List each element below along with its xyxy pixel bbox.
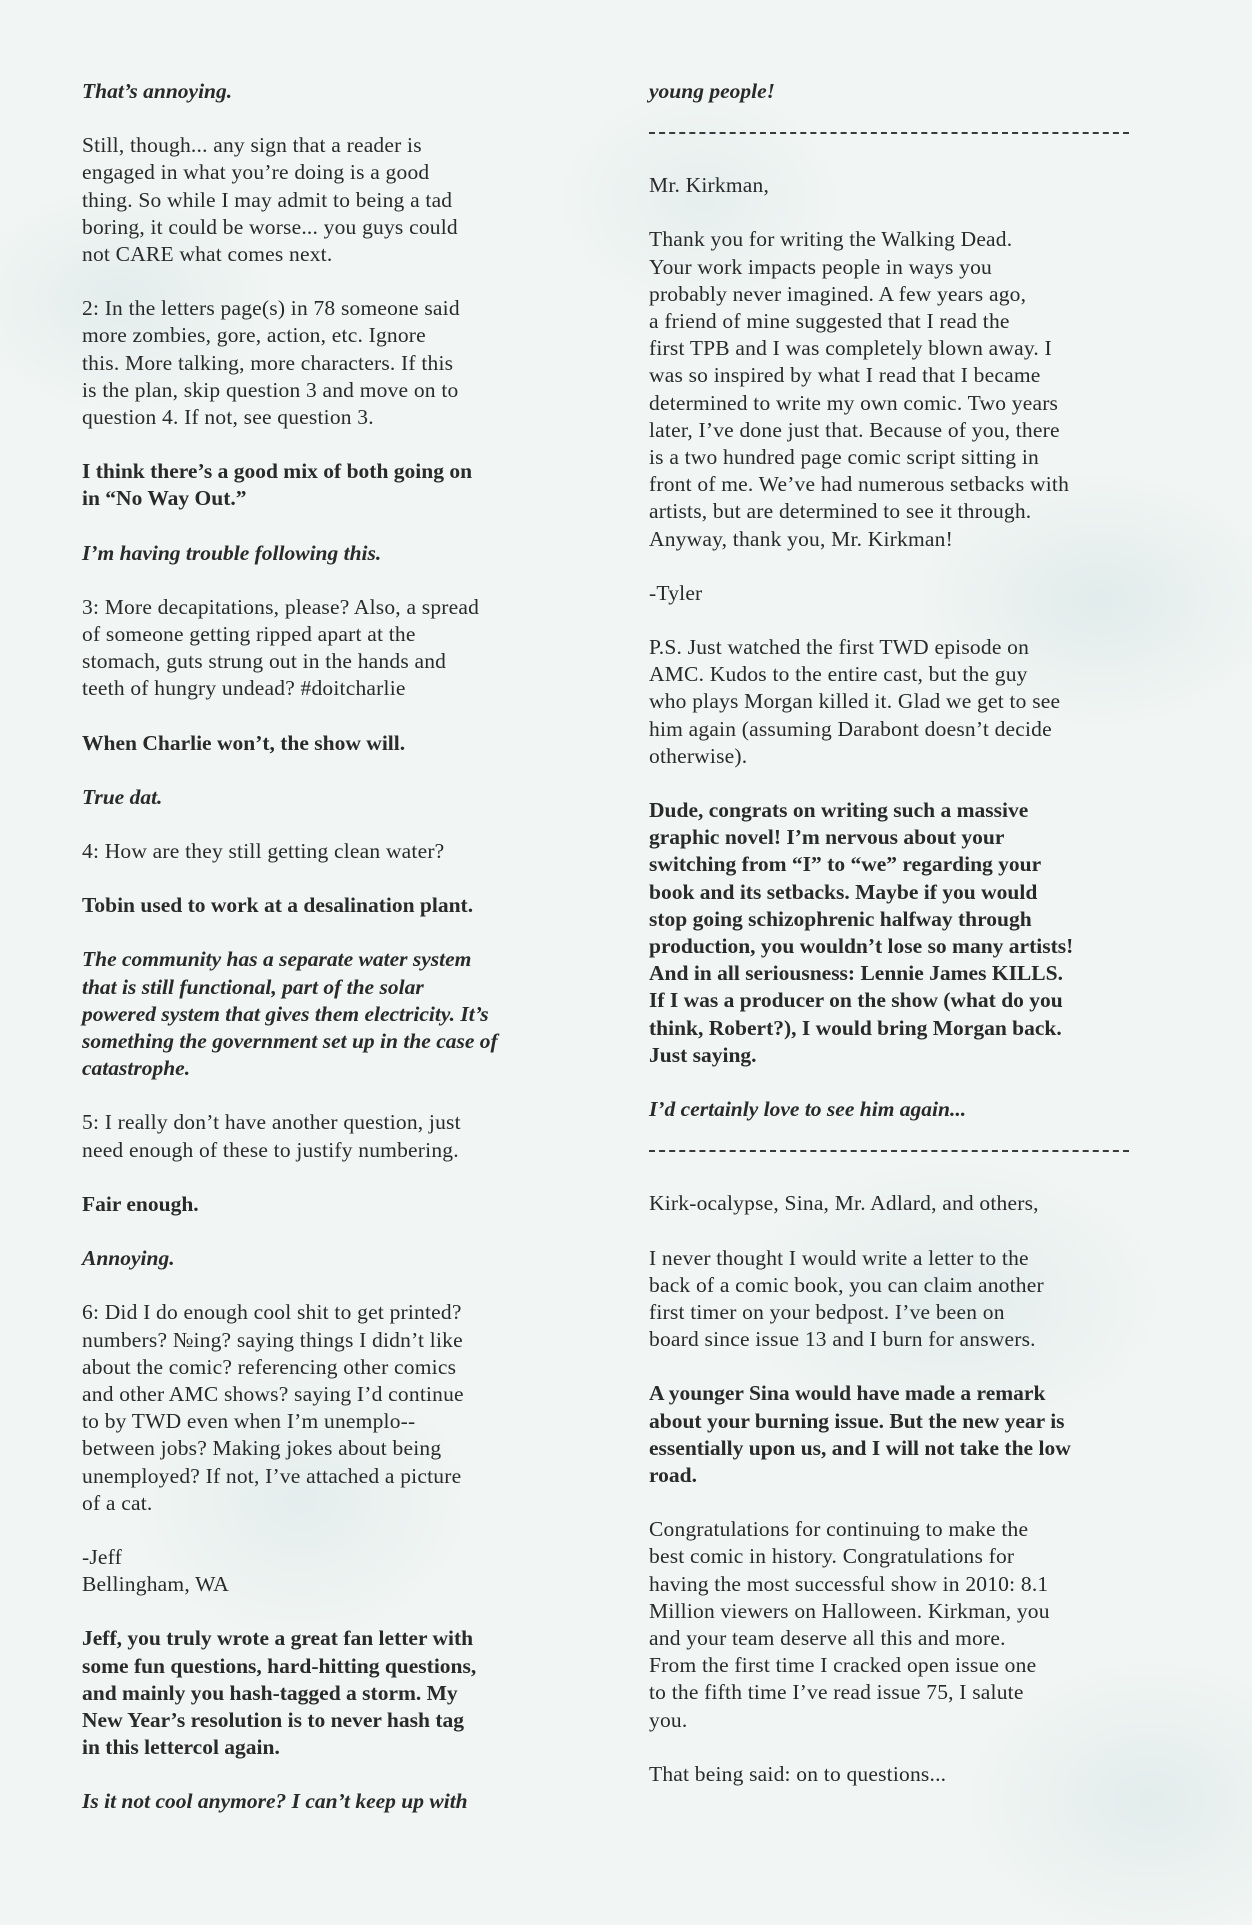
right-letter-paragraph: -Tyler [649,580,703,605]
left-reply-bold-paragraph: Jeff, you truly wrote a great fan letter with some fun questions, hard-hitting questions, and mainly you hash-tagged a storm. My New Year’s resolution is to never hash tag in this lettercol again. [82,1626,477,1760]
section-divider [649,1150,1129,1152]
left-letter-paragraph: 6: Did I do enough cool shit to get printed? numbers? №ing? saying things I didn’t like about the comic? referencing other comics and other AMC shows? saying I’d continue to by TWD even when I’m unemplo-- between jobs? Making jokes about being unemployed? If not, I’ve attached a picture of a cat. [82,1300,464,1515]
left-reply-bold-paragraph: Fair enough. [82,1191,199,1216]
left-reply-bold-paragraph: I think there’s a good mix of both going on in “No Way Out.” [82,459,473,511]
left-letter-paragraph: -Jeff Bellingham, WA [82,1544,229,1597]
left-column [82,78,622,1843]
right-letter-paragraph: P.S. Just watched the first TWD episode on AMC. Kudos to the entire cast, but the guy who plays Morgan killed it. Glad we get to see him again (assuming Darabont doesn’t decide otherwise). [649,635,1061,768]
right-letter-paragraph: Congratulations for continuing to make the best comic in history. Congratulations for having the most successful show in 2010: 8.1 Million viewers on Halloween. Kirkman, you and your team deserve all this and more. From the first time I cracked open issue one to the fifth time I’ve read issue 75, I salute you. [649,1517,1050,1732]
right-column [649,78,1189,1815]
right-letter-paragraph: Kirk-ocalypse, Sina, Mr. Adlard, and others, [649,1191,1039,1216]
left-reply-italic-paragraph: True dat. [82,784,163,809]
left-reply-italic-paragraph: I’m having trouble following this. [82,540,382,565]
left-reply-italic-paragraph: The community has a separate water system that is still functional, part of the solar powered system that gives them electricity. It’s something the government set up in the case of catastrophe. [82,947,498,1081]
section-divider [649,132,1129,134]
left-reply-italic-paragraph: That’s annoying. [82,79,233,103]
left-reply-italic-paragraph: Annoying. [82,1246,175,1271]
right-reply-italic-paragraph: young people! [649,79,776,103]
left-letter-paragraph: 2: In the letters page(s) in 78 someone said more zombies, gore, action, etc. Ignore this. More talking, more characters. If this is the plan, skip question 3 and move on to question 4. If not, see question 3. [82,296,460,430]
left-letter-paragraph: 5: I really don’t have another question, just need enough of these to justify numbering. [82,1110,461,1162]
left-reply-bold-paragraph: When Charlie won’t, the show will. [82,730,406,755]
right-reply-bold-paragraph: A younger Sina would have made a remark about your burning issue. But the new year is essentially upon us, and I will not take the low road. [649,1381,1071,1487]
left-letter-paragraph: 3: More decapitations, please? Also, a spread of someone getting ripped apart at the stomach, guts strung out in the hands and teeth of hungry undead? #doitcharlie [82,594,480,701]
left-letter-paragraph: 4: How are they still getting clean water? [82,839,445,864]
left-letter-paragraph: Still, though... any sign that a reader is engaged in what you’re doing is a good thing. So while I may admit to being a tad boring, it could be worse... you guys could not CARE what comes next. [82,133,458,267]
right-letter-paragraph: Mr. Kirkman, [649,173,770,198]
right-letter-paragraph: I never thought I would write a letter to the back of a comic book, you can claim another first timer on your bedpost. I’ve been on board since issue 13 and I burn for answers. [649,1245,1044,1352]
right-reply-italic-paragraph: I’d certainly love to see him again... [649,1097,967,1122]
right-letter-paragraph: That being said: on to questions... [649,1761,947,1786]
right-letter-paragraph: Thank you for writing the Walking Dead. Your work impacts people in ways you probably never imagined. A few years ago, a friend of mine suggested that I read the first TPB and I was completely blown away. I was so inspired by what I read that I became determined to write my own comic. Two years later, I’ve done just that. Because of you, there is a two hundred page comic script sitting in front of me. We’ve had numerous setbacks with artists, but are determined to see it through. Anyway, thank you, Mr. Kirkman! [649,227,1070,551]
left-reply-bold-paragraph: Tobin used to work at a desalination plant. [82,893,474,918]
left-reply-italic-paragraph: Is it not cool anymore? I can’t keep up with [82,1789,468,1814]
right-reply-bold-paragraph: Dude, congrats on writing such a massive graphic novel! I’m nervous about your switching from “I” to “we” regarding your book and its setbacks. Maybe if you would stop going schizophrenic halfway through production, you wouldn’t lose so many artists! And in all seriousness: Lennie James KILLS. If I was a producer on the show (what do you think, Robert?), I would bring Morgan back. Just saying. [649,798,1074,1067]
